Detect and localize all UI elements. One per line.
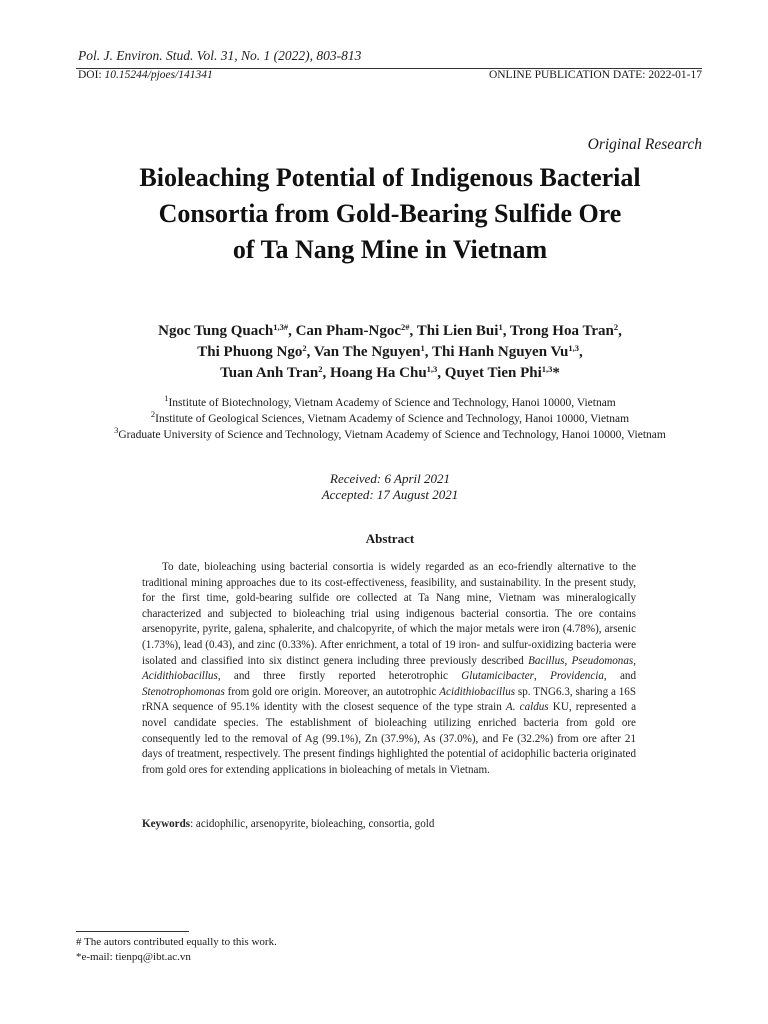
affiliation-text: Institute of Biotechnology, Vietnam Academy of Science and Technology, Hanoi 10000, Vietnam <box>168 397 616 409</box>
author-affiliation-mark: 2# <box>401 322 410 332</box>
affiliation-number: 1 <box>164 393 169 403</box>
doi[interactable] <box>78 69 213 81</box>
footnotes <box>76 935 277 964</box>
abstract-segment: from gold ore origin. Moreover, an autotrophic <box>224 685 440 698</box>
author-line <box>60 342 720 363</box>
received-date: Received: 6 April 2021 <box>330 471 450 486</box>
author-separator: , <box>437 365 445 381</box>
affiliation-number: 2 <box>150 409 156 419</box>
author-affiliation-mark: 1 <box>420 343 425 353</box>
doi-line <box>78 69 702 81</box>
author-affiliation-mark: 1,3# <box>273 322 289 332</box>
title-line: Consortia from Gold-Bearing Sulfide Ore <box>158 199 622 228</box>
author-affiliation-mark: 1,3 <box>541 364 553 374</box>
author-separator: * <box>552 365 560 381</box>
accepted-date: Accepted: 17 August 2021 <box>321 487 459 502</box>
author-separator: , <box>288 323 296 339</box>
title-line: Bioleaching Potential of Indigenous Bacterial <box>139 163 641 192</box>
author-separator: , <box>578 344 583 360</box>
doi-label: DOI: <box>78 69 105 81</box>
abstract-segment: , <box>564 654 572 667</box>
author-affiliation-mark: 2 <box>302 343 307 353</box>
genus-name: Glutamicibacter <box>461 670 534 683</box>
genus-name: Bacillus <box>528 654 565 667</box>
author-name: Thi Lien Bui <box>416 323 499 339</box>
author-affiliation-mark: 2 <box>318 364 323 374</box>
article-type: Original Research <box>587 136 702 153</box>
genus-name: Pseudomonas <box>571 654 634 667</box>
author-name: Van The Nguyen <box>313 344 421 360</box>
keywords-list: : acidophilic, arsenopyrite, bioleaching, consortia, gold <box>190 818 435 830</box>
affiliation <box>60 427 720 443</box>
abstract-segment: KU, represented a novel candidate species. The establishment of bioleaching utilizing enriched bacteria from gold ore consequently led to the removal of Ag (99.1%), Zn (37.9%), As (37.0%), and Fe (32.2%) from ore after 21 days of treatment, respectively. The present findings highlighted the potential of acidophilic bacteria originated from gold ores for extending applications in bioleaching of metals in Vietnam. <box>142 701 637 776</box>
doi-value: 10.15244/pjoes/141341 <box>104 69 213 81</box>
author-separator: , <box>424 344 433 360</box>
author-separator: , <box>409 323 417 339</box>
author-affiliation-mark: 2 <box>613 322 619 332</box>
species-name: A. caldus <box>505 701 549 714</box>
author-affiliation-mark: 1,3 <box>568 343 579 353</box>
genus-name: Acidithiobacillus <box>439 685 516 698</box>
footnote-divider <box>76 931 189 932</box>
keywords-label: Keywords <box>142 818 191 830</box>
abstract-segment: , <box>533 670 551 683</box>
abstract-segment: To date, bioleaching using bacterial consortia is widely regarded as an eco-friendly alternative to the traditional mining approaches due to its cost-effectiveness, feasibility, and sustainability. In the present study, for the first time, gold-bearing sulfide ore collected at Ta Nang mine, Vietnam was mineralogically characterized and subjected to bioleaching trial using indigenous bacterial consortia. The ore contains arsenopyrite, pyrite, galena, sphalerite, and chalcopyrite, of which the major metals were iron (4.78%), arsenic (1.73%), lead (0.43), and zinc (0.33%). After enrichment, a total of 19 iron- and sulfur-oxidizing bacteria were isolated and classified into six distinct genera including three previously described <box>142 561 636 667</box>
abstract-segment: , and <box>603 670 636 683</box>
author-name: Trong Hoa Tran <box>509 323 614 339</box>
author-name: Ngoc Tung Quach <box>158 323 274 339</box>
keywords <box>142 817 636 832</box>
affiliation-text: Institute of Geological Sciences, Vietnam Academy of Science and Technology, Hanoi 10000, Vietnam <box>155 413 630 425</box>
author-separator: , <box>618 323 622 339</box>
abstract-text <box>142 560 636 778</box>
paper-title <box>60 160 720 268</box>
title-line: of Ta Nang Mine in Vietnam <box>232 235 548 264</box>
online-publication-date: ONLINE PUBLICATION DATE: 2022-01-17 <box>488 69 702 81</box>
author-name: Tuan Anh Tran <box>220 365 319 381</box>
author-name: Can Pham-Ngoc <box>295 323 401 339</box>
author-name: Hoang Ha Chu <box>329 365 427 381</box>
author-affiliation-mark: 1 <box>498 322 503 332</box>
affiliation-text: Graduate University of Science and Technology, Vietnam Academy of Science and Technology, Hanoi 10000, Vietnam <box>118 429 666 441</box>
affiliation <box>60 395 720 411</box>
journal-citation: Pol. J. Environ. Stud. Vol. 31, No. 1 (2022), 803-813 <box>78 48 362 63</box>
author-name: Thi Phuong Ngo <box>197 344 303 360</box>
genus-name: Acidithiobacillus <box>142 670 218 683</box>
email-note[interactable]: *e-mail: tienpq@ibt.ac.vn <box>76 950 191 963</box>
abstract-heading: Abstract <box>365 531 415 546</box>
affiliation-number: 3 <box>114 425 119 435</box>
author-name: Quyet Tien Phi <box>444 365 542 381</box>
author-separator: , <box>502 323 510 339</box>
abstract-segment: , <box>633 654 636 667</box>
abstract-segment: , and three firstly reported heterotrophic <box>217 670 462 683</box>
author-separator: , <box>306 344 314 360</box>
author-list <box>60 321 720 384</box>
genus-name: Stenotrophomonas <box>142 685 225 698</box>
affiliation <box>60 411 720 427</box>
author-line <box>60 363 720 384</box>
author-separator: , <box>322 365 330 381</box>
author-line <box>60 321 720 342</box>
author-name: Thi Hanh Nguyen Vu <box>432 344 569 360</box>
equal-contribution-note: # The autors contributed equally to this work. <box>76 936 277 948</box>
submission-dates <box>60 471 720 503</box>
abstract-segment: sp. TNG6.3, sharing a 16S rRNA sequence of 95.1% identity with the closest sequence of the type strain <box>142 685 636 714</box>
author-affiliation-mark: 1,3 <box>426 364 438 374</box>
affiliation-list <box>60 395 720 443</box>
genus-name: Providencia <box>550 670 604 683</box>
